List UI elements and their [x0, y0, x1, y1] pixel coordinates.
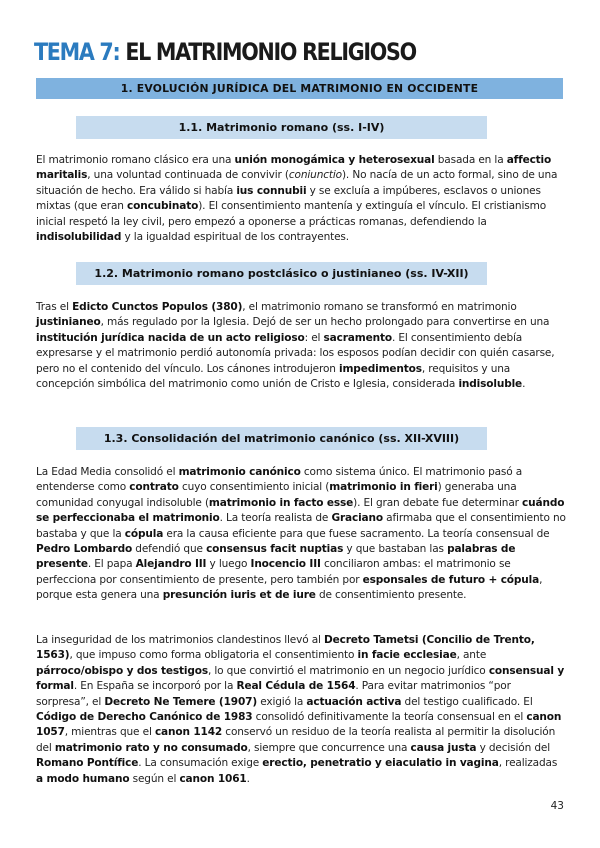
text-run: y luego — [206, 558, 251, 571]
text-run: , mientras que el — [64, 726, 155, 739]
bold-term: Pedro Lombardo — [36, 543, 133, 556]
bold-term: cuándo se perfeccionaba el matrimonio — [36, 496, 565, 525]
bold-term: esponsales de futuro + cópula — [362, 573, 540, 586]
text-run: afirmaba que el consentimiento no bastaba y que la — [36, 512, 566, 540]
text-run: exigió la — [257, 695, 307, 708]
bold-term: indisolubilidad — [36, 231, 122, 244]
bold-term: canon 1061 — [179, 772, 247, 785]
bold-term: concubinato — [127, 200, 199, 213]
section-heading: 1. EVOLUCIÓN JURÍDICA DEL MATRIMONIO EN OCCIDENTE — [36, 78, 563, 99]
text-run: , requisitos y una concepción simbólica del matrimonio como unión de Cristo e Iglesia, considerada — [36, 362, 511, 391]
paragraph-roman-marriage — [36, 153, 566, 245]
bold-term: presunción iuris et de iure — [162, 589, 316, 602]
text-run: . El consentimiento debía expresarse y el matrimonio perdió autonomía privada: los esposos podían decidir con quién casarse, pero no el contenido del vínculo. Los cánones introdujeron — [36, 331, 555, 375]
text-run: . — [522, 378, 526, 391]
subsection-heading-1: 1.1. Matrimonio romano (ss. I-IV) — [76, 116, 487, 139]
bold-term: Alejandro III — [135, 558, 207, 571]
text-run: basada en la — [434, 154, 507, 166]
text-run: como sistema único. El matrimonio pasó a entenderse como — [36, 466, 523, 494]
bold-term: erectio, penetratio y eiaculatio in vagina — [262, 757, 499, 770]
bold-term: Código de Derecho Canónico de 1983 — [36, 711, 253, 724]
title-text: EL MATRIMONIO RELIGIOSO — [125, 38, 416, 66]
text-run: defendió que — [132, 543, 207, 556]
paragraph-trent-decree — [36, 633, 566, 787]
italic-term: coniunctio — [288, 169, 342, 182]
text-run: , lo que convirtió el matrimonio en un negocio jurídico — [207, 664, 489, 677]
bold-term: Real Cédula de 1564 — [236, 680, 356, 693]
bold-term: consensus facit nuptias — [206, 543, 344, 556]
subsection-heading-3: 1.3. Consolidación del matrimonio canónico (ss. XII-XVIII) — [76, 427, 487, 450]
text-run: ). No nacía de un acto formal, sino de una situación de hecho. Era válido si había — [36, 169, 558, 197]
text-run: Tras el — [36, 301, 73, 313]
text-run: . El papa — [87, 558, 136, 571]
bold-term: matrimonio in fieri — [329, 481, 438, 494]
bold-term: unión monogámica y heterosexual — [234, 154, 435, 166]
bold-term: Decreto Ne Temere (1907) — [104, 695, 258, 708]
bold-term: matrimonio canónico — [178, 466, 301, 478]
text-run: El matrimonio romano clásico era una — [36, 154, 235, 166]
title-number: TEMA 7: — [34, 38, 120, 66]
text-run: , ante — [456, 649, 487, 662]
bold-term: contrato — [129, 481, 179, 494]
text-run: , que impuso como forma obligatoria el consentimiento — [69, 649, 358, 662]
text-run: ) generaba una comunidad conyugal indisoluble ( — [36, 481, 517, 509]
bold-term: canon 1057 — [36, 711, 562, 739]
text-run: , el matrimonio romano se transformó en matrimonio — [242, 301, 517, 313]
bold-term: Inocencio III — [250, 558, 321, 571]
bold-term: canon 1142 — [154, 726, 223, 739]
text-run: según el — [129, 772, 180, 785]
bold-term: ius connubii — [236, 184, 307, 197]
bold-term: matrimonio rato y no consumado — [54, 741, 248, 754]
text-run: , siempre que concurrence una — [247, 741, 411, 754]
text-run: y que bastaban las — [343, 543, 448, 556]
text-run: , realizadas — [498, 757, 558, 770]
bold-term: institución jurídica nacida de un acto religioso — [36, 331, 305, 344]
bold-term: párroco/obispo y dos testigos — [36, 664, 208, 677]
text-run: era la causa eficiente para que fuese sacramento. La teoría consensual de — [163, 527, 550, 540]
text-run: ). El gran debate fue determinar — [353, 496, 523, 509]
bold-term: justinianeo — [36, 316, 101, 329]
text-run: ). El consentimiento mantenía y extinguía el vínculo. El cristianismo inicial respetó la ley civil, pero empezó a oponerse a prácticas romanas, defendiendo la — [36, 200, 546, 228]
page-number: 43 — [550, 800, 564, 812]
bold-term: impedimentos — [339, 362, 422, 375]
text-run: y decisión del — [476, 741, 551, 754]
text-run: La inseguridad de los matrimonios clandestinos llevó al — [36, 634, 325, 646]
bold-term: in facie ecclesiae — [357, 649, 457, 662]
text-run: consolidó definitivamente la teoría consensual en el — [252, 711, 527, 724]
text-run: . En España se incorporó por la — [73, 680, 237, 693]
text-run: . — [246, 772, 250, 785]
bold-term: actuación activa — [306, 695, 402, 708]
text-run: . La consumación exige — [138, 757, 263, 770]
text-run: de consentimiento presente. — [315, 589, 467, 602]
text-run: conciliaron ambas: el matrimonio se perfecciona por consentimiento de presente, pero también por — [36, 558, 511, 586]
bold-term: affectio maritalis — [36, 154, 552, 182]
paragraph-justinian-marriage — [36, 300, 566, 392]
bold-term: sacramento — [323, 331, 392, 344]
bold-term: Romano Pontífice — [36, 757, 139, 770]
bold-term: Edicto Cunctos Populos (380) — [72, 301, 243, 313]
text-run: y se excluía a impúberes, esclavos o uniones mixtas (que eran — [36, 184, 541, 213]
bold-term: consensual y formal — [36, 664, 565, 693]
page-title — [34, 38, 416, 66]
bold-term: cópula — [124, 527, 164, 540]
bold-term: palabras de presente — [36, 543, 516, 571]
text-run: conservó un residuo de la teoría realista al permitir la disolución del — [36, 726, 556, 754]
bold-term: Graciano — [331, 512, 383, 525]
bold-term: a modo humano — [36, 772, 130, 785]
text-run: , más regulado por la Iglesia. Dejó de ser un hecho prolongado para convertirse en una — [100, 316, 550, 329]
text-run: , porque esta genera una — [36, 573, 543, 602]
bold-term: matrimonio in facto esse — [208, 496, 354, 509]
bold-term: indisoluble — [458, 378, 523, 391]
text-run: y la igualdad espiritual de los contrayentes. — [121, 231, 349, 244]
text-run: del testigo cualificado. El — [401, 695, 533, 708]
paragraph-canonical-marriage — [36, 465, 566, 604]
text-run: . Para evitar matrimonios “por sorpresa”, el — [36, 680, 511, 708]
bold-term: Decreto Tametsi (Concilio de Trento, 1563) — [36, 634, 535, 662]
text-run: . La teoría realista de — [219, 512, 332, 525]
text-run: La Edad Media consolidó el — [36, 466, 179, 478]
bold-term: causa justa — [410, 741, 477, 754]
subsection-heading-2: 1.2. Matrimonio romano postclásico o justinianeo (ss. IV-XII) — [76, 262, 487, 285]
text-run: cuyo consentimiento inicial ( — [178, 481, 330, 494]
text-run: : el — [304, 331, 324, 344]
text-run: , una voluntad continuada de convivir ( — [87, 169, 289, 182]
